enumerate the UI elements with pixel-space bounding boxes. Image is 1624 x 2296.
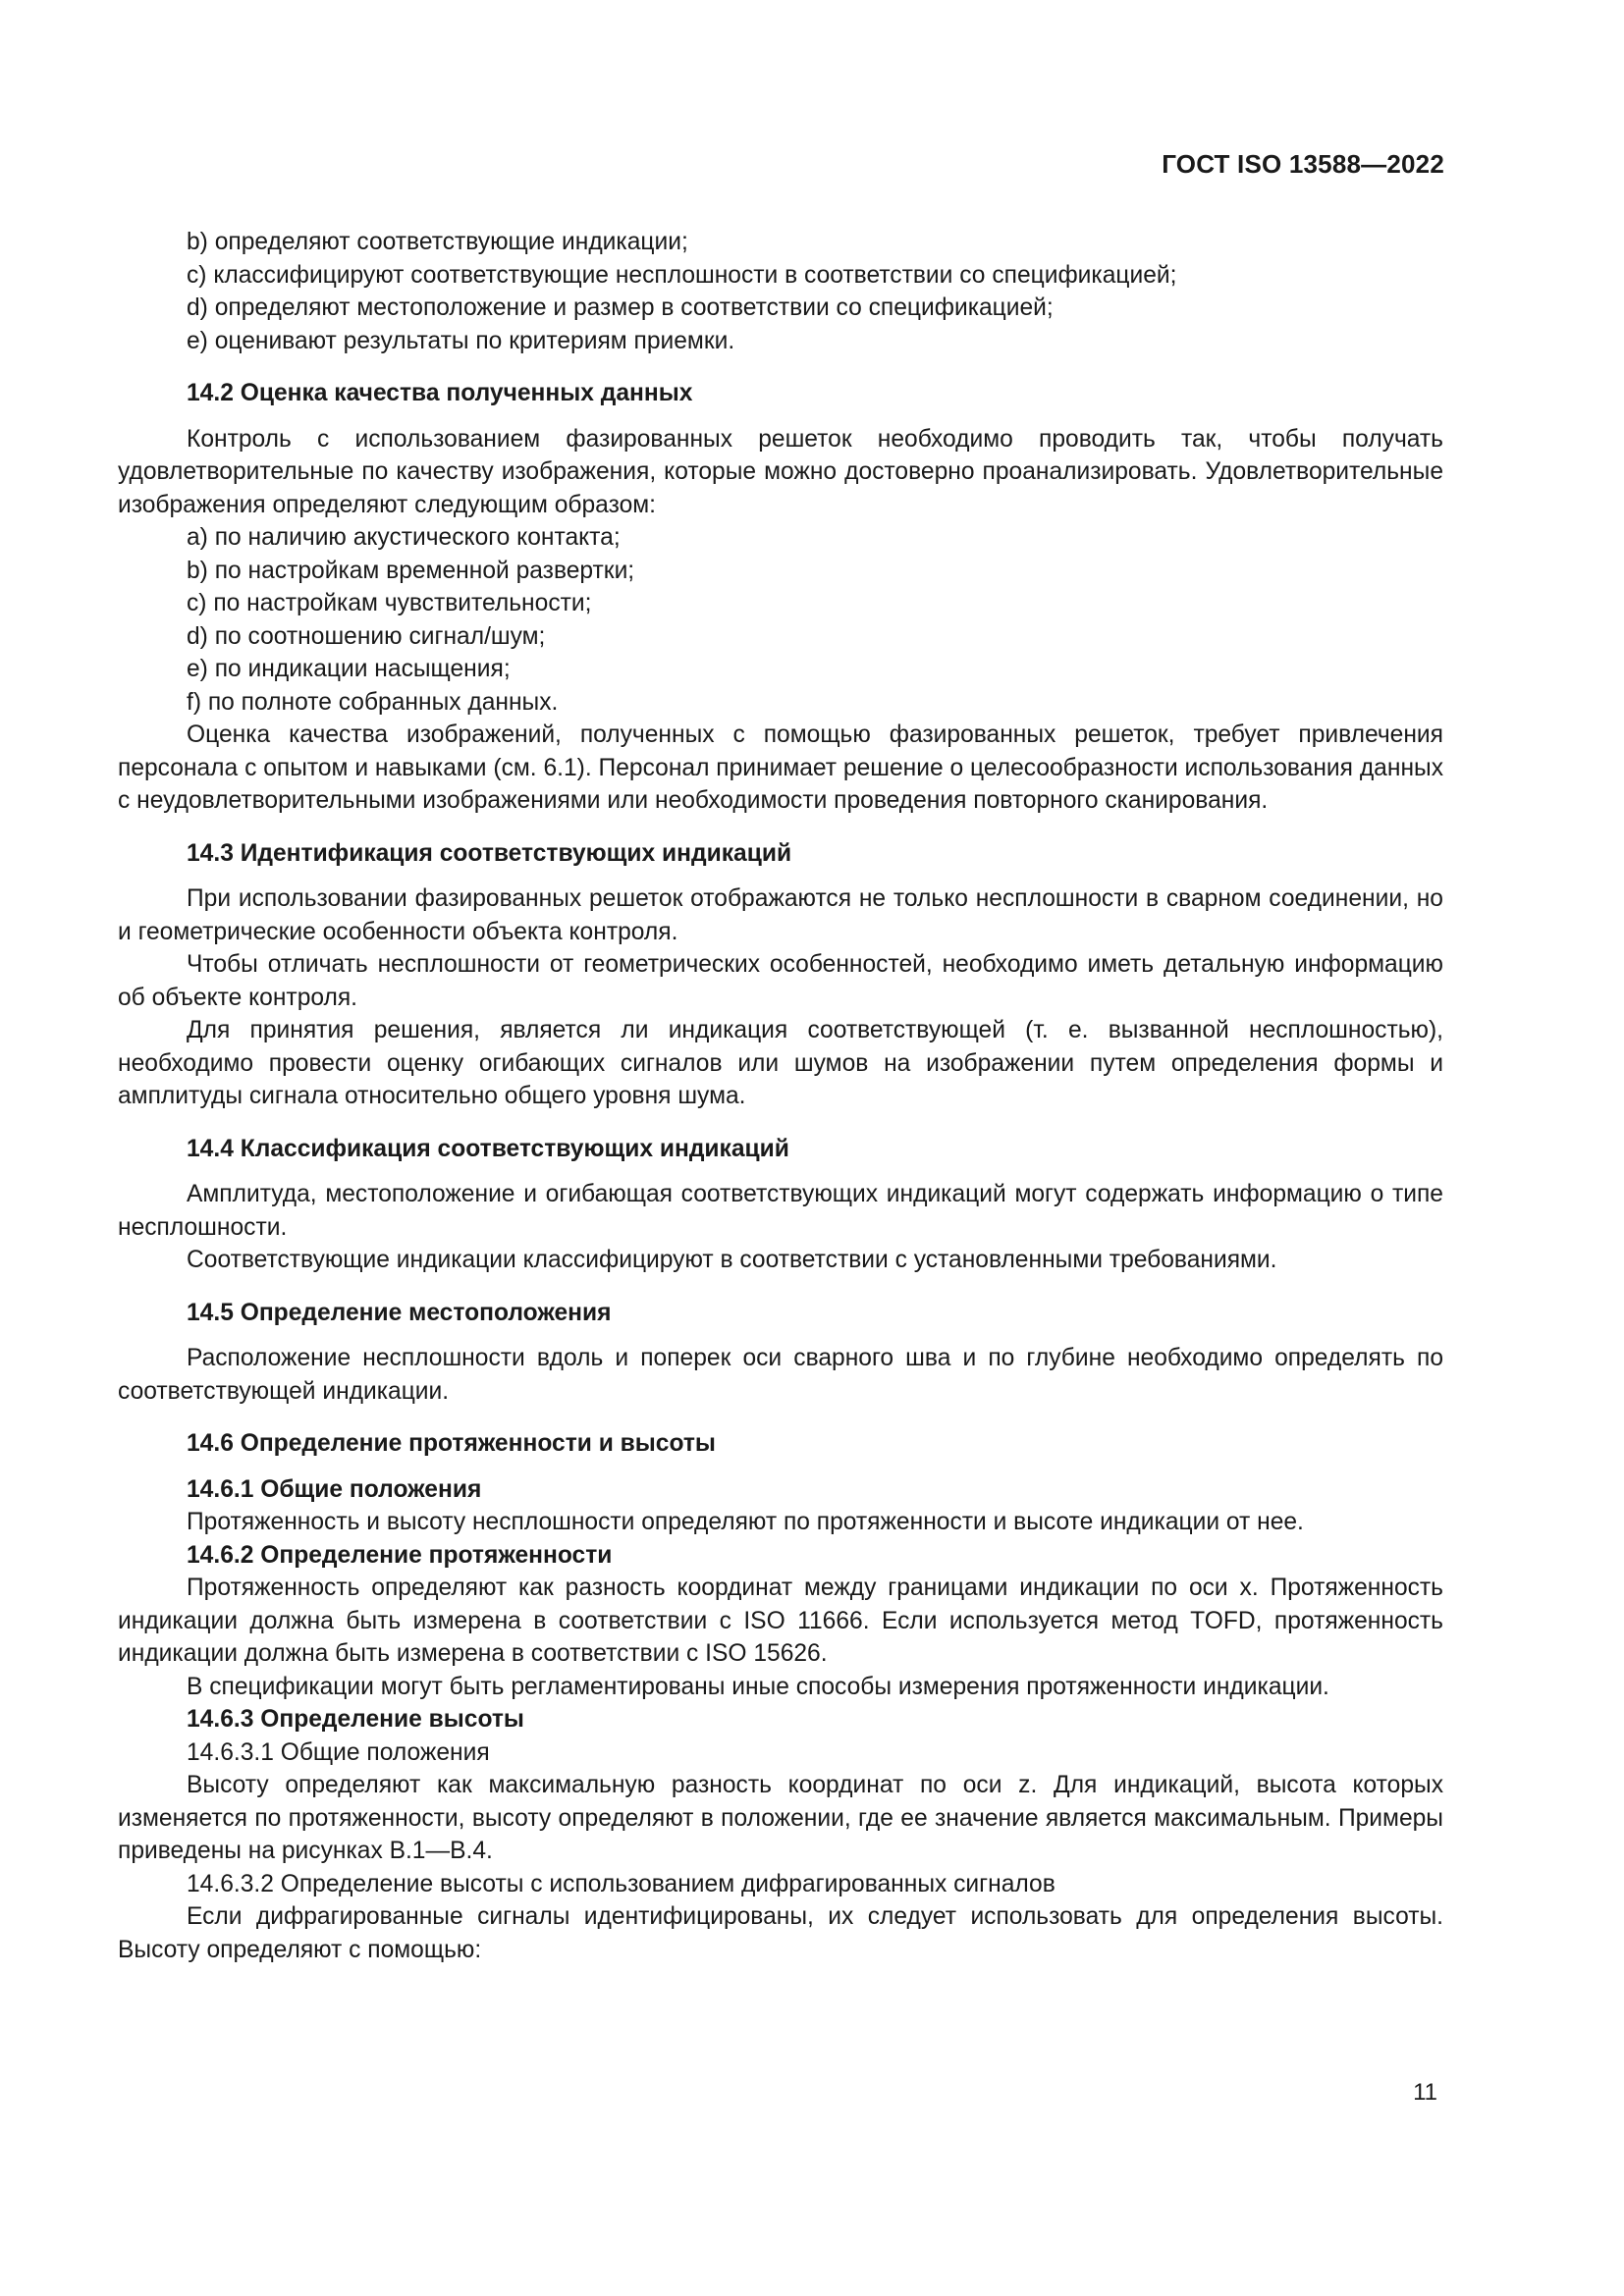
paragraph: Для принятия решения, является ли индикация соответствующей (т. е. вызванной несплошностью), необходимо провести оценку огибающих сигналов или шумов на изображении путем определения формы и амплитуды сигнала относительно общего уровня шума. (118, 1017, 1443, 1109)
paragraph: Протяженность и высоту несплошности определяют по протяженности и высоте индикации от нее. (187, 1509, 1304, 1535)
list-item: a) по наличию акустического контакта; (187, 524, 621, 551)
list-item: d) определяют местоположение и размер в соответствии со спецификацией; (187, 294, 1054, 321)
paragraph: Контроль с использованием фазированных решеток необходимо проводить так, чтобы получать удовлетворительные по качеству изображения, которые можно достоверно проанализировать. Удовлетворительные изображения определяют следующим образом: (118, 425, 1443, 518)
section-heading-14-4: 14.4 Классификация соответствующих индикаций (187, 1135, 789, 1162)
paragraph: При использовании фазированных решеток отображаются не только несплошности в сварном соединении, но и геометрические особенности объекта контроля. (118, 885, 1443, 945)
list-item: f) по полноте собранных данных. (187, 688, 559, 716)
subsection-heading-14-6-1: 14.6.1 Общие положения (187, 1475, 482, 1503)
list-item: b) определяют соответствующие индикации; (187, 229, 688, 255)
section-heading-14-5: 14.5 Определение местоположения (187, 1299, 612, 1326)
page-number: 11 (1413, 2079, 1437, 2106)
document-id-header: ГОСТ ISO 13588—2022 (1162, 149, 1444, 179)
subsection-heading-14-6-3: 14.6.3 Определение высоты (187, 1706, 524, 1733)
subsection-heading-14-6-2: 14.6.2 Определение протяженности (187, 1541, 613, 1569)
section-heading-14-6: 14.6 Определение протяженности и высоты (187, 1430, 716, 1457)
paragraph: Соответствующие индикации классифицируют в соответствии с установленными требованиями. (187, 1247, 1277, 1273)
paragraph: Чтобы отличать несплошности от геометрических особенностей, необходимо иметь детальную информацию об объекте контроля. (118, 951, 1443, 1011)
paragraph: Если дифрагированные сигналы идентифицированы, их следует использовать для определения высоты. Высоту определяют с помощью: (118, 1903, 1443, 1963)
paragraph: В спецификации могут быть регламентированы иные способы измерения протяженности индикации. (187, 1673, 1329, 1700)
list-item: b) по настройкам временной развертки; (187, 557, 635, 584)
paragraph: Оценка качества изображений, полученных с помощью фазированных решеток, требует привлечения персонала с опытом и навыками (см. 6.1). Персонал принимает решение о целесообразности использования данных с неудовлетворительными изображениями или необходимости проведения повторного сканирования. (118, 721, 1443, 814)
subsection-heading-14-6-3-1: 14.6.3.1 Общие положения (187, 1738, 490, 1766)
list-item: e) по индикации насыщения; (187, 656, 511, 682)
list-item: e) оценивают результаты по критериям приемки. (187, 327, 735, 354)
section-heading-14-2: 14.2 Оценка качества полученных данных (187, 380, 693, 406)
page-content (118, 226, 1443, 1966)
paragraph: Расположение несплошности вдоль и поперек оси сварного шва и по глубине необходимо определять по соответствующей индикации. (118, 1345, 1443, 1405)
list-item: c) классифицируют соответствующие несплошности в соответствии со спецификацией; (187, 261, 1177, 289)
paragraph: Протяженность определяют как разность координат между границами индикации по оси x. Протяженность индикации должна быть измерена в соответствии с ISO 11666. Если используется метод TOFD, протяженность индикации должна быть измерена в соответствии с ISO 15626. (118, 1575, 1443, 1667)
section-heading-14-3: 14.3 Идентификация соответствующих индикаций (187, 839, 792, 867)
list-item: c) по настройкам чувствительности; (187, 590, 592, 616)
subsection-heading-14-6-3-2: 14.6.3.2 Определение высоты с использованием дифрагированных сигналов (187, 1870, 1056, 1897)
paragraph: Амплитуда, местоположение и огибающая соответствующих индикаций могут содержать информацию о типе несплошности. (118, 1181, 1443, 1241)
paragraph: Высоту определяют как максимальную разность координат по оси z. Для индикаций, высота которых изменяется по протяженности, высоту определяют в положении, где ее значение является максимальным. Примеры приведены на рисунках В.1—В.4. (118, 1772, 1443, 1864)
list-item: d) по соотношению сигнал/шум; (187, 622, 546, 650)
